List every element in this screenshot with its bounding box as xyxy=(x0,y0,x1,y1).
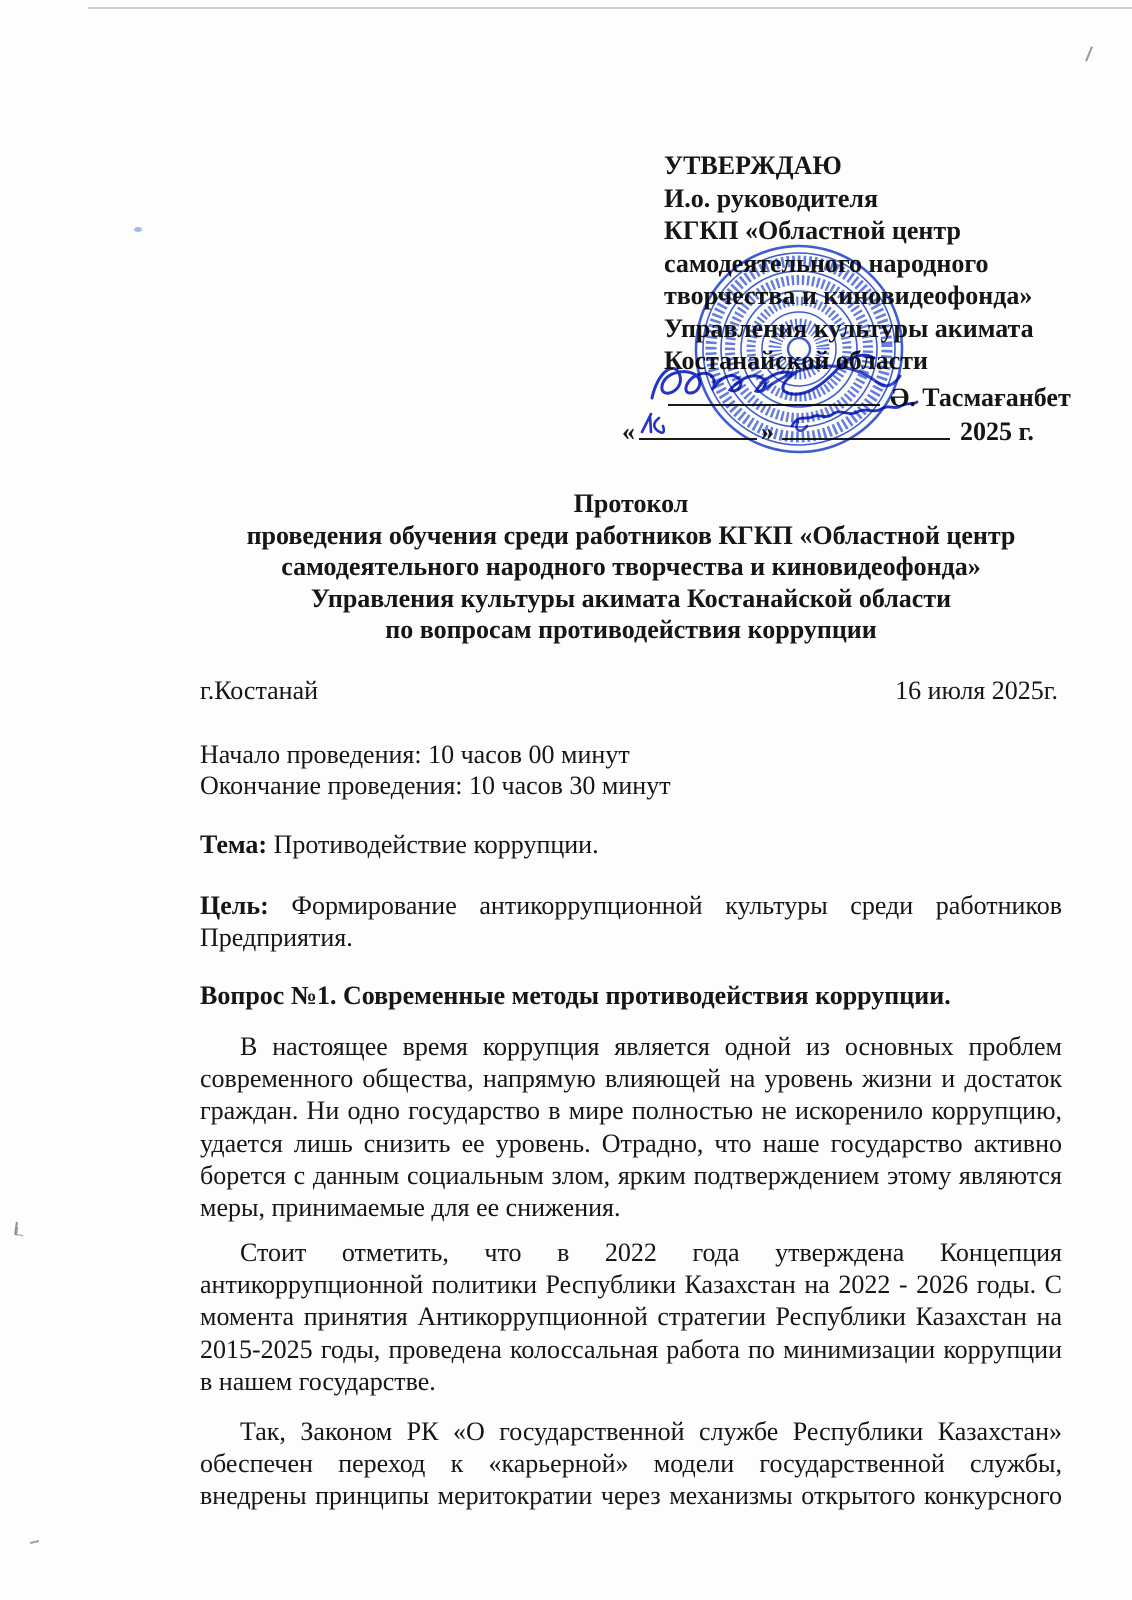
paragraph-line: современного общества, напрямую влияющей на уровень жизни и достаток xyxy=(200,1064,1062,1094)
session-times xyxy=(200,739,1062,801)
paragraph-line: Так, Законом РК «О государственной службе Республики Казахстан» xyxy=(240,1417,1062,1446)
paragraph-line: граждан. Ни одно государство в мире полностью не искоренило коррупцию, xyxy=(200,1096,1062,1126)
document-title xyxy=(200,488,1062,646)
goal-line xyxy=(200,890,1062,922)
paragraph-line: антикоррупционной политики Республики Казахстан на 2022 - 2026 годы. С xyxy=(200,1270,1062,1300)
approval-year: 2025 г. xyxy=(960,417,1034,446)
title-line: Управления культуры акимата Костанайской области xyxy=(310,583,952,613)
approval-line: Костанайской области xyxy=(664,346,929,375)
topic-text: Противодействие коррупции. xyxy=(273,830,599,859)
approval-line: самодеятельного народного xyxy=(664,248,989,278)
paragraph-line: меры, принимаемые для ее снижения. xyxy=(200,1193,621,1223)
goal-line: Предприятия. xyxy=(200,922,353,952)
scan-artifact-corner xyxy=(1085,46,1093,62)
signatory-name: Ә. Тасмағанбет xyxy=(890,382,1071,412)
place: г.Костанай xyxy=(200,676,319,705)
date: 16 июля 2025г. xyxy=(895,676,1058,705)
approval-line: КГКП «Областной центр xyxy=(664,216,961,245)
goal-block xyxy=(200,890,1062,953)
scan-artifact-bottom xyxy=(30,1540,39,1544)
scan-artifact-speck xyxy=(134,227,142,232)
approval-line: И.о. руководителя xyxy=(664,183,879,213)
topic-label: Тема: xyxy=(200,830,268,859)
start-time: Начало проведения: 10 часов 00 минут xyxy=(200,740,630,769)
paragraph-line: момента принятия Антикоррупционной стратегии Республики Казахстан на xyxy=(200,1302,1062,1332)
paragraph-line: внедрены принципы меритократии через механизмы открытого конкурсного xyxy=(200,1481,1062,1511)
title-line: Протокол xyxy=(573,489,689,518)
paragraph-2 xyxy=(200,1237,1062,1398)
paragraph-line: 2015-2025 годы, проведена колоссальная работа по минимизации коррупции xyxy=(200,1334,1062,1364)
handwritten-signature xyxy=(612,336,980,440)
scan-artifact-left-margin xyxy=(14,1222,18,1235)
title-line: по вопросам противодействия коррупции xyxy=(385,615,877,644)
paragraph-1 xyxy=(200,1031,1062,1224)
paragraph-3 xyxy=(200,1416,1062,1513)
paragraph-line: В настоящее время коррупция является одной из основных проблем xyxy=(240,1032,1062,1061)
paragraph-line: борется с данным социальным злом, ярким подтверждением этому являются xyxy=(200,1160,1062,1190)
approval-line: творчества и киновидеофонда» xyxy=(664,281,1033,310)
close-quote: » xyxy=(761,417,774,446)
paragraph-line: удается лишь снизить ее уровень. Отрадно, что наше государство активно xyxy=(200,1128,1062,1158)
place-date-row xyxy=(200,676,1058,706)
approval-line: Управления культуры акимата xyxy=(664,313,1034,343)
goal-text: Формирование антикоррупционной культуры среди работников xyxy=(291,891,1063,920)
title-line: проведения обучения среди работников КГКП «Областной центр xyxy=(246,520,1016,550)
topic-line xyxy=(200,830,1062,860)
paragraph-line: обеспечен переход к «карьерной» модели государственной службы, xyxy=(200,1449,1062,1479)
question1-heading: Вопрос №1. Современные методы противодействия коррупции. xyxy=(200,981,951,1010)
paragraph-line: в нашем государстве. xyxy=(200,1366,436,1396)
title-line: самодеятельного народного творчества и киновидеофонда» xyxy=(281,552,981,581)
scan-artifact-topline xyxy=(88,7,1132,9)
goal-label: Цель: xyxy=(200,891,269,920)
approval-line: УТВЕРЖДАЮ xyxy=(664,151,842,180)
open-quote: « xyxy=(622,417,635,446)
paragraph-line: Стоит отметить, что в 2022 года утверждена Концепция xyxy=(240,1238,1062,1267)
end-time: Окончание проведения: 10 часов 30 минут xyxy=(200,771,671,800)
